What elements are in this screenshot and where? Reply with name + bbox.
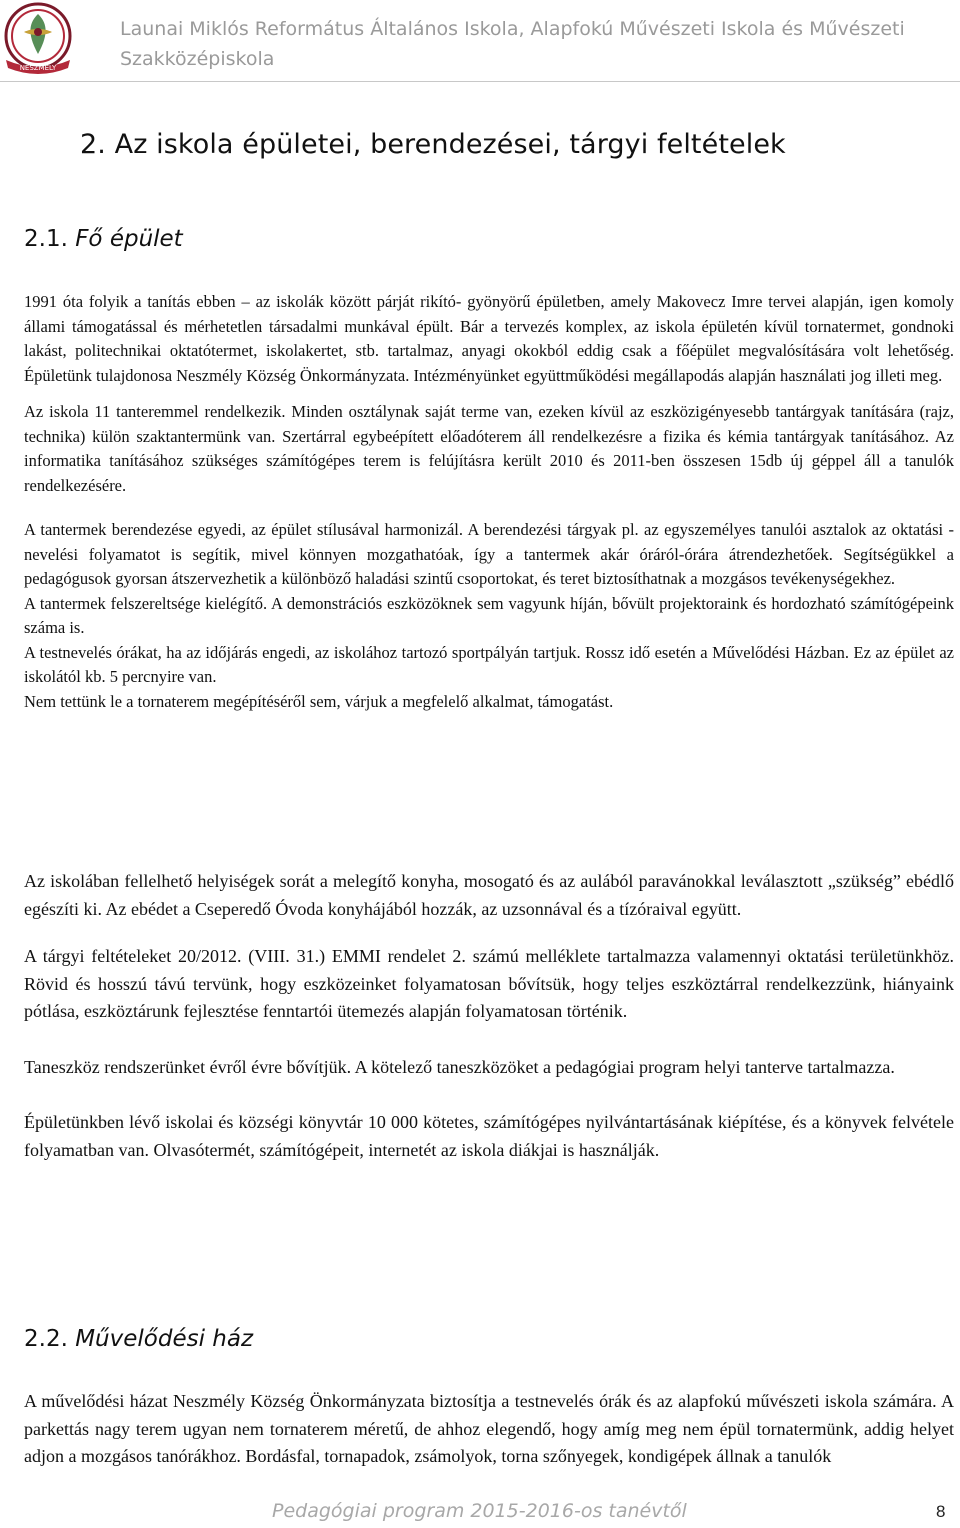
paragraph: Taneszköz rendszerünket évről évre bővítjük. A kötelező taneszközöket a pedagógiai program helyi tanterve tartalmazza. [24, 1056, 895, 1077]
paragraph: A testnevelés órákat, ha az időjárás engedi, az iskolához tartozó sportpályán tartjuk. Rossz idő esetén a Művelődési Házban. Ez az épület az iskolától kb. 5 percnyire van. [24, 642, 954, 686]
paragraph: Az iskolában fellelhető helyiségek sorát a melegítő konyha, mosogató és az aulából paravánokkal leválasztott „szükség” ebédlő egészíti ki. Az ebédet a Cseperedő Óvoda konyhájából hozzák, az uzsonnával és a tízóraival együtt. [24, 871, 954, 919]
logo-text: NESZMÉLY [19, 64, 57, 72]
page-number: 8 [936, 1502, 946, 1521]
page-footer [0, 1500, 960, 1528]
section-number: 2.2. [24, 1326, 68, 1352]
section-title: Fő épület [75, 226, 183, 252]
section-body-block-2 [24, 868, 954, 1164]
section-title: Művelődési ház [75, 1326, 254, 1352]
school-logo [2, 2, 74, 76]
section-body-block-3 [24, 1388, 954, 1471]
paragraph: Az iskola 11 tanteremmel rendelkezik. Minden osztálynak saját terme van, ezeken kívül az eszközigényesebb tantárgyak tanítására (rajz, technika) külön szaktantermünk van. Szertárral egybeépített előadóterem áll rendelkezésre a fizika és kémia tantárgyak tanításához. Az informatika tanításához szükséges számítógépes terem is felújításra került 2010 és 2011-ben összesen 15db új géppel áll a tanulók rendelkezésére. [24, 402, 954, 495]
page-header [0, 0, 960, 82]
section-number: 2.1. [24, 226, 68, 252]
paragraph: Épületünkben lévő iskolai és községi könyvtár 10 000 kötetes, számítógépes nyilvántartásának kiépítése, és a könyvek felvétele folyamatban van. Olvasótermét, számítógépeit, internetét az iskola diákjai is használják. [24, 1112, 954, 1160]
paragraph: A művelődési házat Neszmély Község Önkormányzata biztosítja a testnevelés órák és az alapfokú művészeti iskola számára. A parkettás nagy terem ugyan nem tornaterem méretű, de ahhoz elegendő, hogy amíg meg nem épül tornatermünk, addig helyet adjon a mozgásos tanórákhoz. Bordásfal, tornapadok, zsámolyok, torna szőnyegek, kondigépek állnak a tanulók [24, 1391, 954, 1466]
paragraph: Nem tettünk le a tornaterem megépítéséről sem, várjuk a megfelelő alkalmat, támogatást. [24, 691, 614, 711]
section-heading-muvelodesi-haz [24, 1326, 253, 1352]
header-divider [0, 81, 960, 82]
footer-text: Pedagógiai program 2015-2016-os tanévtől [272, 1500, 687, 1522]
section-heading-fo-epulet [24, 226, 183, 252]
paragraph: A tantermek berendezése egyedi, az épület stílusával harmonizál. A berendezési tárgyak pl. az egyszemélyes tanulói asztalok az oktatási - nevelési folyamatot is segítik, mivel könnyen mozgathatóak, így a tantermek akár óráról-órára átrendezhetőek. Segítségükkel a pedagógusok gyorsan átszervezhetik a különböző haladási szintű csoportokat, és teret biztosíthatnak a mozgásos tevékenységekhez. [24, 520, 954, 588]
paragraph: A tárgyi feltételeket 20/2012. (VIII. 31.) EMMI rendelet 2. számú melléklete tartalmazza valamennyi oktatási területünkhöz. Rövid és hosszú távú tervünk, hogy eszközeinket folyamatosan bővítsük, hogy teljes eszköztárral rendelkezzünk, hiányaink pótlása, eszköztárunk fejlesztése fenntartói ütemezés alapján folyamatosan történik. [24, 946, 954, 1021]
paragraph: A tantermek felszereltsége kielégítő. A demonstrációs eszközöknek sem vagyunk híján, bővült projektoraink és hordozható számítógépeink száma is. [24, 593, 954, 637]
paragraph: 1991 óta folyik a tanítás ebben – az iskolák között párját rikító- gyönyörű épületben, amely Makovecz Imre tervei alapján, igen komoly állami támogatással és mérhetetlen társadalmi munkával épült. Bár a tervezés komplex, az iskola épületén kívül tornatermet, gondnoki lakást, politechnikai oktatótermet, iskolakertet, stb. tartalmaz, anyagi okokból eddig csak a főépület megvalósítására volt lehetőség. Épületünk tulajdonosa Neszmély Község Önkormányzata. Intézményünket együttműködési megállapodás alapján használati jog illeti meg. [24, 292, 954, 385]
chapter-title: 2. Az iskola épületei, berendezései, tárgyi feltételek [80, 129, 786, 160]
section-body-block-1 [24, 290, 954, 714]
header-title: Launai Miklós Református Általános Iskola, Alapfokú Művészeti Iskola és Művészeti Szakközépiskola [120, 18, 905, 70]
